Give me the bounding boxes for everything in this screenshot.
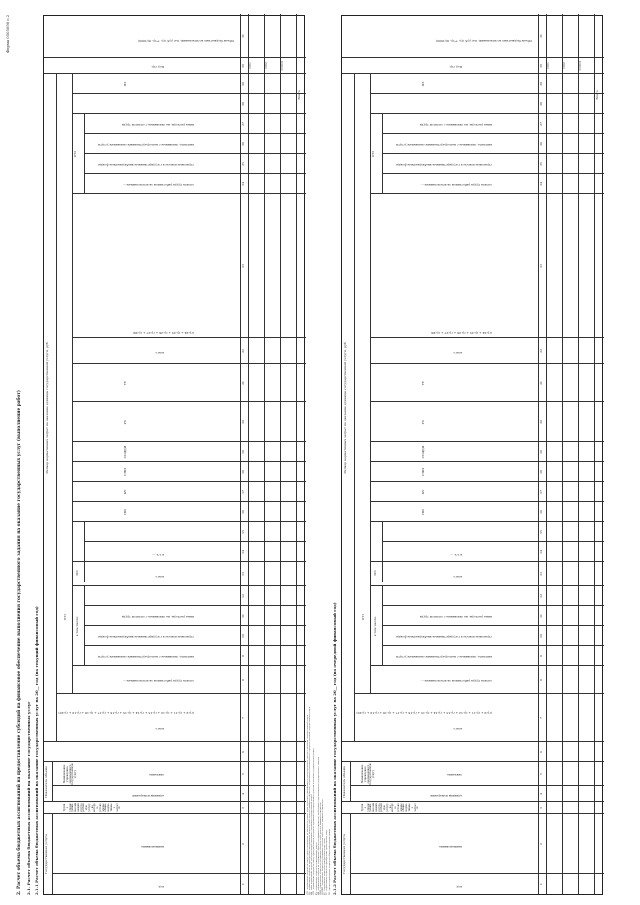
volume-rub-header-2: Объем бюджетных ассигнований, тыс руб (гр. 7*гр. 8)/1000) bbox=[435, 39, 532, 43]
column-number: 21 bbox=[241, 381, 245, 385]
group-header-2: Группа учреждений, оказывающих государственную услугу, на которую установлены общие нормативные затраты bbox=[361, 803, 420, 812]
column-number: 3 bbox=[241, 807, 245, 809]
total-left-header: всего bbox=[155, 727, 164, 731]
column-number: 6 bbox=[241, 751, 245, 753]
wear-header: в т.ч. ... bbox=[151, 553, 164, 557]
row-code-total: 000001 bbox=[281, 60, 284, 71]
sni-header-2: СНИ bbox=[421, 468, 425, 476]
column-number: 20 bbox=[241, 420, 245, 424]
total-right-header: всего bbox=[155, 351, 164, 355]
insurance-header-t2: страховые взносы в государственные внебюджетные фонды bbox=[396, 635, 492, 639]
formula-right-2: (гр.24 + гр.25 + гр.26 + гр.27 + гр.28) bbox=[430, 331, 492, 335]
value-header-2: значение bbox=[447, 773, 462, 777]
institution-header-2: Наименование учреждения, оказывающего государственную услугу bbox=[361, 763, 376, 785]
mz-header: МЗ bbox=[75, 570, 79, 576]
ot1-header-2: ОТ1 bbox=[361, 613, 365, 621]
column-number: 23 bbox=[539, 264, 543, 268]
row-code-2-t2: 0002 bbox=[563, 62, 566, 69]
insurance-header-2: страховые взносы в государственные внебюджетные фонды bbox=[98, 163, 194, 167]
footnote-ot1: ОТ1 - нормативные затраты на оплату труда и начисления на выплаты по оплате труда персонала, принимающего непосредственное участие в оказании государственной услуги bbox=[307, 714, 309, 895]
code-header: код bbox=[158, 885, 164, 889]
column-number: 15 bbox=[241, 530, 245, 534]
gov-service-header: Государственная услуга bbox=[44, 834, 48, 874]
section-2-title: 2. Расчет объема бюджетных ассигнований на предоставление субсидий на финансовое обеспечение выполнения государственного задания на оказание государственных услуг (выполнение работ) bbox=[17, 390, 22, 895]
footnote-sodi: СОЦДИ - нормативные затраты на содержание объектов особо ценного движимого имущества bbox=[322, 799, 325, 895]
ni-header: НИ bbox=[123, 509, 127, 515]
insurance-header-t2b: страховые взносы в государственные внебюджетные фонды bbox=[396, 163, 492, 167]
footnotes-block bbox=[307, 707, 331, 895]
table-2-title: 2.1.2 Расчет объема бюджетных ассигнований на оказание государственных услуг на 20__ год (на очередной финансовый год) bbox=[332, 602, 337, 895]
column-number: 29 bbox=[539, 82, 543, 86]
value-header: значение bbox=[149, 773, 164, 777]
column-number: 7 bbox=[241, 717, 245, 719]
column-number: 21 bbox=[539, 381, 543, 385]
tu-header-2: ТУ bbox=[421, 380, 425, 386]
column-number: 12 bbox=[241, 594, 245, 598]
volume-indicator-header: Показатель объема bbox=[44, 766, 48, 798]
column-number: 1 bbox=[539, 883, 543, 885]
payments-header-2: выплаты, связанные с непосредственным оказанием услуги bbox=[97, 143, 194, 147]
column-number: 18 bbox=[539, 470, 543, 474]
sodi-header-2: СОЦДИ bbox=[421, 445, 425, 459]
column-number: 22 bbox=[241, 349, 245, 353]
payments-header: выплаты, связанные с непосредственным оказанием услуги bbox=[97, 655, 194, 659]
column-number: 2 bbox=[241, 843, 245, 845]
column-number: 11 bbox=[539, 614, 543, 618]
code-col-header-2: Код стр. bbox=[448, 65, 462, 69]
column-number: 22 bbox=[539, 349, 543, 353]
code-col-header: Код стр. bbox=[150, 65, 164, 69]
column-number: 8 bbox=[539, 679, 543, 681]
name-header-2: наименование bbox=[439, 845, 462, 849]
column-number: 23 bbox=[241, 264, 245, 268]
footnote-sni: СНИ - нормативные затраты на содержание объектов особо ценного движимого имущества bbox=[319, 802, 322, 895]
name-header: наименование bbox=[141, 845, 164, 849]
total-mz: всего bbox=[155, 575, 164, 579]
column-number: 26 bbox=[539, 142, 543, 146]
column-number: 11 bbox=[241, 614, 245, 618]
row-code-1-t2: 0001 bbox=[547, 62, 550, 69]
ku-header-2: КУ bbox=[421, 489, 425, 495]
formula-left: (гр.9 + гр.11 + гр.12 + гр.13 + гр.14 + гр.15 + гр.16 + гр.17 + гр.18 + гр.19 + гр.20) bbox=[58, 711, 194, 715]
column-number: 28 bbox=[241, 102, 245, 106]
column-number: 5 bbox=[241, 773, 245, 775]
ni-header-2: НИ bbox=[421, 509, 425, 515]
sni-header: СНИ bbox=[123, 468, 127, 476]
column-number: 30 bbox=[539, 64, 543, 68]
footnote-ot2: ОТ2 - нормативные затраты на оплату труда работников, которые не принимают непосредственного участия в оказании государственной услуги bbox=[313, 748, 316, 895]
gov-service-header-2: Государственная услуга bbox=[342, 834, 346, 874]
other-costs-header-t2: иные расходы, не связанные с оплатой труда bbox=[419, 615, 492, 619]
footnote-ku: КУ - нормативные затраты на коммунальные услуги bbox=[315, 842, 318, 895]
footnote-mz: МЗ - нормативные затраты на приобретение материальных запасов и особо ценного движимого имущества, потребляемого (используемого) в процессе оказания государственной услуги bbox=[309, 706, 312, 895]
in-number-header-1: в том числе: bbox=[75, 615, 79, 637]
code-header-2: код bbox=[456, 885, 462, 889]
institution-header: Наименование учреждения, оказывающего государственную услугу bbox=[63, 763, 78, 785]
group-header: Группа учреждений, оказывающих государственную услугу, на которую установлены общие нормативные затраты bbox=[63, 803, 122, 812]
insurance-header: страховые взносы в государственные внебюджетные фонды bbox=[98, 635, 194, 639]
column-number: 24 bbox=[241, 182, 245, 186]
other-costs-header-2: иные расходы, не связанные с оплатой труда bbox=[121, 123, 194, 127]
column-number: 30 bbox=[241, 64, 245, 68]
tu-header: ТУ bbox=[123, 380, 127, 386]
column-number: 20 bbox=[539, 420, 543, 424]
column-number: 5 bbox=[539, 773, 543, 775]
wear-header-2: в т.ч. ... bbox=[449, 553, 462, 557]
labor-pay-header-2: оплата труда работников за исключением ... bbox=[122, 183, 194, 187]
labor-pay-header: оплата труда работников за исключением ... bbox=[122, 679, 194, 683]
column-number: 19 bbox=[241, 450, 245, 454]
column-number: 16 bbox=[539, 510, 543, 514]
column-number: 14 bbox=[539, 550, 543, 554]
table-next-year bbox=[341, 15, 603, 895]
total-label-2: Всего bbox=[595, 90, 599, 100]
formula-right: (гр.24 + гр.25 + гр.26 + гр.27 + гр.28) bbox=[132, 331, 194, 335]
total-right-header-2: всего bbox=[453, 351, 462, 355]
sodi-header: СОЦДИ bbox=[123, 445, 127, 459]
volume-rub-header: Объем бюджетных ассигнований, тыс руб (гр. 7*гр. 8)/1000) bbox=[137, 39, 234, 43]
column-number: 10 bbox=[539, 634, 543, 638]
ot2-header-2: ОТ2 bbox=[371, 150, 375, 158]
column-number: 2 bbox=[539, 843, 543, 845]
column-number: 17 bbox=[539, 490, 543, 494]
column-number: 28 bbox=[539, 102, 543, 106]
form-code: Форма 0505090 с.2 bbox=[5, 14, 10, 53]
footnote-in: ИН - иные нормативные затраты, непосредственно связанные с оказанием государственной услуги bbox=[311, 794, 314, 895]
labor-pay-header-t2b: оплата труда работников за исключением ... bbox=[420, 183, 492, 187]
column-number: 13 bbox=[241, 572, 245, 576]
column-number: 31 bbox=[241, 34, 245, 38]
ku-header: КУ bbox=[123, 489, 127, 495]
pz-header-2: ПЗ bbox=[421, 81, 425, 87]
ot2-header: ОТ2 bbox=[73, 150, 77, 158]
column-number: 7 bbox=[539, 717, 543, 719]
column-number: 10 bbox=[241, 634, 245, 638]
footnote-us: УС - нормативные затраты на приобретение услуг связи bbox=[324, 838, 327, 895]
column-number: 8 bbox=[241, 679, 245, 681]
column-number: 13 bbox=[539, 572, 543, 576]
column-number: 18 bbox=[241, 470, 245, 474]
column-number: 31 bbox=[539, 34, 543, 38]
column-number: 29 bbox=[241, 82, 245, 86]
other-costs-header: иные расходы, не связанные с оплатой труда bbox=[121, 615, 194, 619]
column-number: 4 bbox=[241, 793, 245, 795]
row-code-2: 0002 bbox=[265, 62, 268, 69]
column-number: 14 bbox=[241, 550, 245, 554]
norm-costs-header-2: Размер нормативных затрат на оказание единицы государственной услуги, руб bbox=[343, 342, 347, 474]
payments-header-t2: выплаты, связанные с непосредственным оказанием услуги bbox=[395, 655, 492, 659]
table-current-year bbox=[43, 15, 305, 895]
formula-left-2: (гр.9 + гр.11 + гр.12 + гр.13 + гр.14 + гр.15 + гр.16 + гр.17 + гр.18 + гр.19 + гр.20) bbox=[356, 711, 492, 715]
us-header-2: УС bbox=[421, 419, 425, 425]
volume-indicator-header-2: Показатель объема bbox=[342, 766, 346, 798]
column-number: 16 bbox=[241, 510, 245, 514]
norm-costs-header: Размер нормативных затрат на оказание единицы государственной услуги, руб bbox=[45, 342, 49, 474]
column-number: 25 bbox=[241, 162, 245, 166]
column-number: 27 bbox=[539, 122, 543, 126]
in-number-header-2: в том числе: bbox=[373, 615, 377, 637]
column-number: 19 bbox=[539, 450, 543, 454]
column-number: 25 bbox=[539, 162, 543, 166]
footnote-pz: ПЗ - прочие нормативные затраты на общехозяйственные нужды bbox=[328, 829, 331, 895]
total-label: Всего bbox=[297, 90, 301, 100]
us-header: УС bbox=[123, 419, 127, 425]
column-number: 12 bbox=[539, 594, 543, 598]
column-number: 26 bbox=[241, 142, 245, 146]
unit-header-2: единица измерения bbox=[430, 794, 462, 798]
table-1-title: 2.1.1 Расчет объема бюджетных ассигнований на оказание государственных услуг на 20__ год (на текущий финансовый год) bbox=[34, 606, 39, 895]
column-number: 4 bbox=[539, 793, 543, 795]
total-left-header-2: всего bbox=[453, 727, 462, 731]
footnote-tu: ТУ - нормативные затраты на приобретение транспортных услуг bbox=[326, 829, 329, 895]
pz-header: ПЗ bbox=[123, 81, 127, 87]
column-number: 9 bbox=[241, 655, 245, 657]
total-mz-2: всего bbox=[453, 575, 462, 579]
ot1-header: ОТ1 bbox=[63, 613, 67, 621]
column-number: 6 bbox=[539, 751, 543, 753]
column-number: 3 bbox=[539, 807, 543, 809]
column-number: 9 bbox=[539, 655, 543, 657]
column-number: 24 bbox=[539, 182, 543, 186]
column-number: 15 bbox=[539, 530, 543, 534]
mz-header-2: МЗ bbox=[373, 570, 377, 576]
column-number: 17 bbox=[241, 490, 245, 494]
other-costs-header-t2b: иные расходы, не связанные с оплатой труда bbox=[419, 123, 492, 127]
labor-pay-header-t2: оплата труда работников за исключением ... bbox=[420, 679, 492, 683]
column-number: 1 bbox=[241, 883, 245, 885]
payments-header-t2b: выплаты, связанные с непосредственным оказанием услуги bbox=[395, 143, 492, 147]
footnote-ni: НИ - нормативные затраты на содержание объектов недвижимого имущества, необходимого для выполнения государственного задания bbox=[317, 756, 320, 895]
row-code-1: 0001 bbox=[249, 62, 252, 69]
section-2-1-title: 2.1. Расчет объема бюджетных ассигнований на оказание государственных услуг bbox=[26, 701, 31, 895]
column-number: 27 bbox=[241, 122, 245, 126]
unit-header: единица измерения bbox=[132, 794, 164, 798]
row-code-total-t2: 000001 bbox=[579, 60, 582, 71]
